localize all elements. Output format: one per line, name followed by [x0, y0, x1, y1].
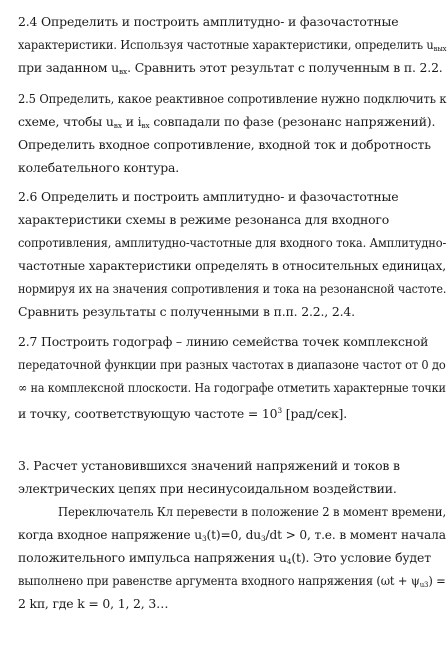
text-line: когда входное напряжение $u_3(t)=0$, $du_3/dt > 0$, т.е. в момент начала	[18, 527, 446, 543]
text-line: частотные характеристики определять в относительных единицах,	[18, 258, 446, 273]
subscript: вх	[118, 67, 128, 76]
text-line: 3. Расчет установившихся значений напряжений и токов в	[18, 458, 400, 473]
text-line: 2.6 Определить и построить амплитудно- и фазочастотные	[18, 189, 399, 204]
text-line: ∞ на комплексной плоскости. На годографе отметить характерные точки	[18, 380, 446, 395]
text-line: нормируя их на значения сопротивления и тока на резонансной частоте.	[18, 281, 447, 296]
superscript: 3	[277, 406, 282, 415]
subscript: u3	[419, 580, 429, 589]
text-line: 2.7 Построить годограф – линию семейства точек комплексной	[18, 334, 429, 349]
text-line: характеристики схемы в режиме резонанса для входного	[18, 212, 390, 227]
subscript: вых	[433, 44, 447, 53]
subscript: вх	[113, 121, 122, 130]
text-line: схеме, чтобы $u_{вх}$ и $i_{вх}$ совпадали по фазе (резонанс напряжений).	[18, 114, 436, 130]
subscript: вх	[141, 121, 150, 130]
text-line: 2.5 Определить, какое реактивное сопротивление нужно подключить к	[18, 91, 447, 106]
text-line: Сравнить результаты с полученными в п.п. 2.2., 2.4.	[18, 304, 355, 319]
text-line: характеристики. Используя частотные характеристики, определить $u_{вых}$	[18, 37, 447, 53]
text-line: передаточной функции при разных частотах в диапазоне частот от 0 до	[18, 357, 446, 372]
text-line: 2.4 Определить и построить амплитудно- и фазочастотные	[18, 14, 399, 29]
subscript: 4	[286, 557, 292, 566]
text-line: Определить входное сопротивление, входной ток и добротность	[18, 137, 431, 152]
text-line: Переключатель Кл перевести в положение 2 в момент времени,	[58, 504, 447, 519]
text-line: 2 kπ, где k = 0, 1, 2, 3…	[18, 596, 169, 611]
subscript: 3	[201, 534, 207, 543]
text-line: и точку, соответствующую частоте = $10^3$ [рад/сек].	[18, 406, 348, 421]
text-line: при заданном $u_{вх}$. Сравнить этот результат с полученным в п. 2.2.	[18, 60, 443, 76]
subscript: 3	[260, 534, 266, 543]
text-line: электрических цепях при несинусоидальном воздействии.	[18, 481, 397, 496]
text-line: выполнено при равенстве аргумента входного напряжения $(\omega t + \psi_{u3})$ =	[18, 573, 446, 589]
text-line: сопротивления, амплитудно-частотные для входного тока. Амплитудно-	[18, 235, 447, 250]
text-line: колебательного контура.	[18, 160, 180, 175]
text-line: положительного импульса напряжения $u_4(t)$. Это условие будет	[18, 550, 431, 566]
